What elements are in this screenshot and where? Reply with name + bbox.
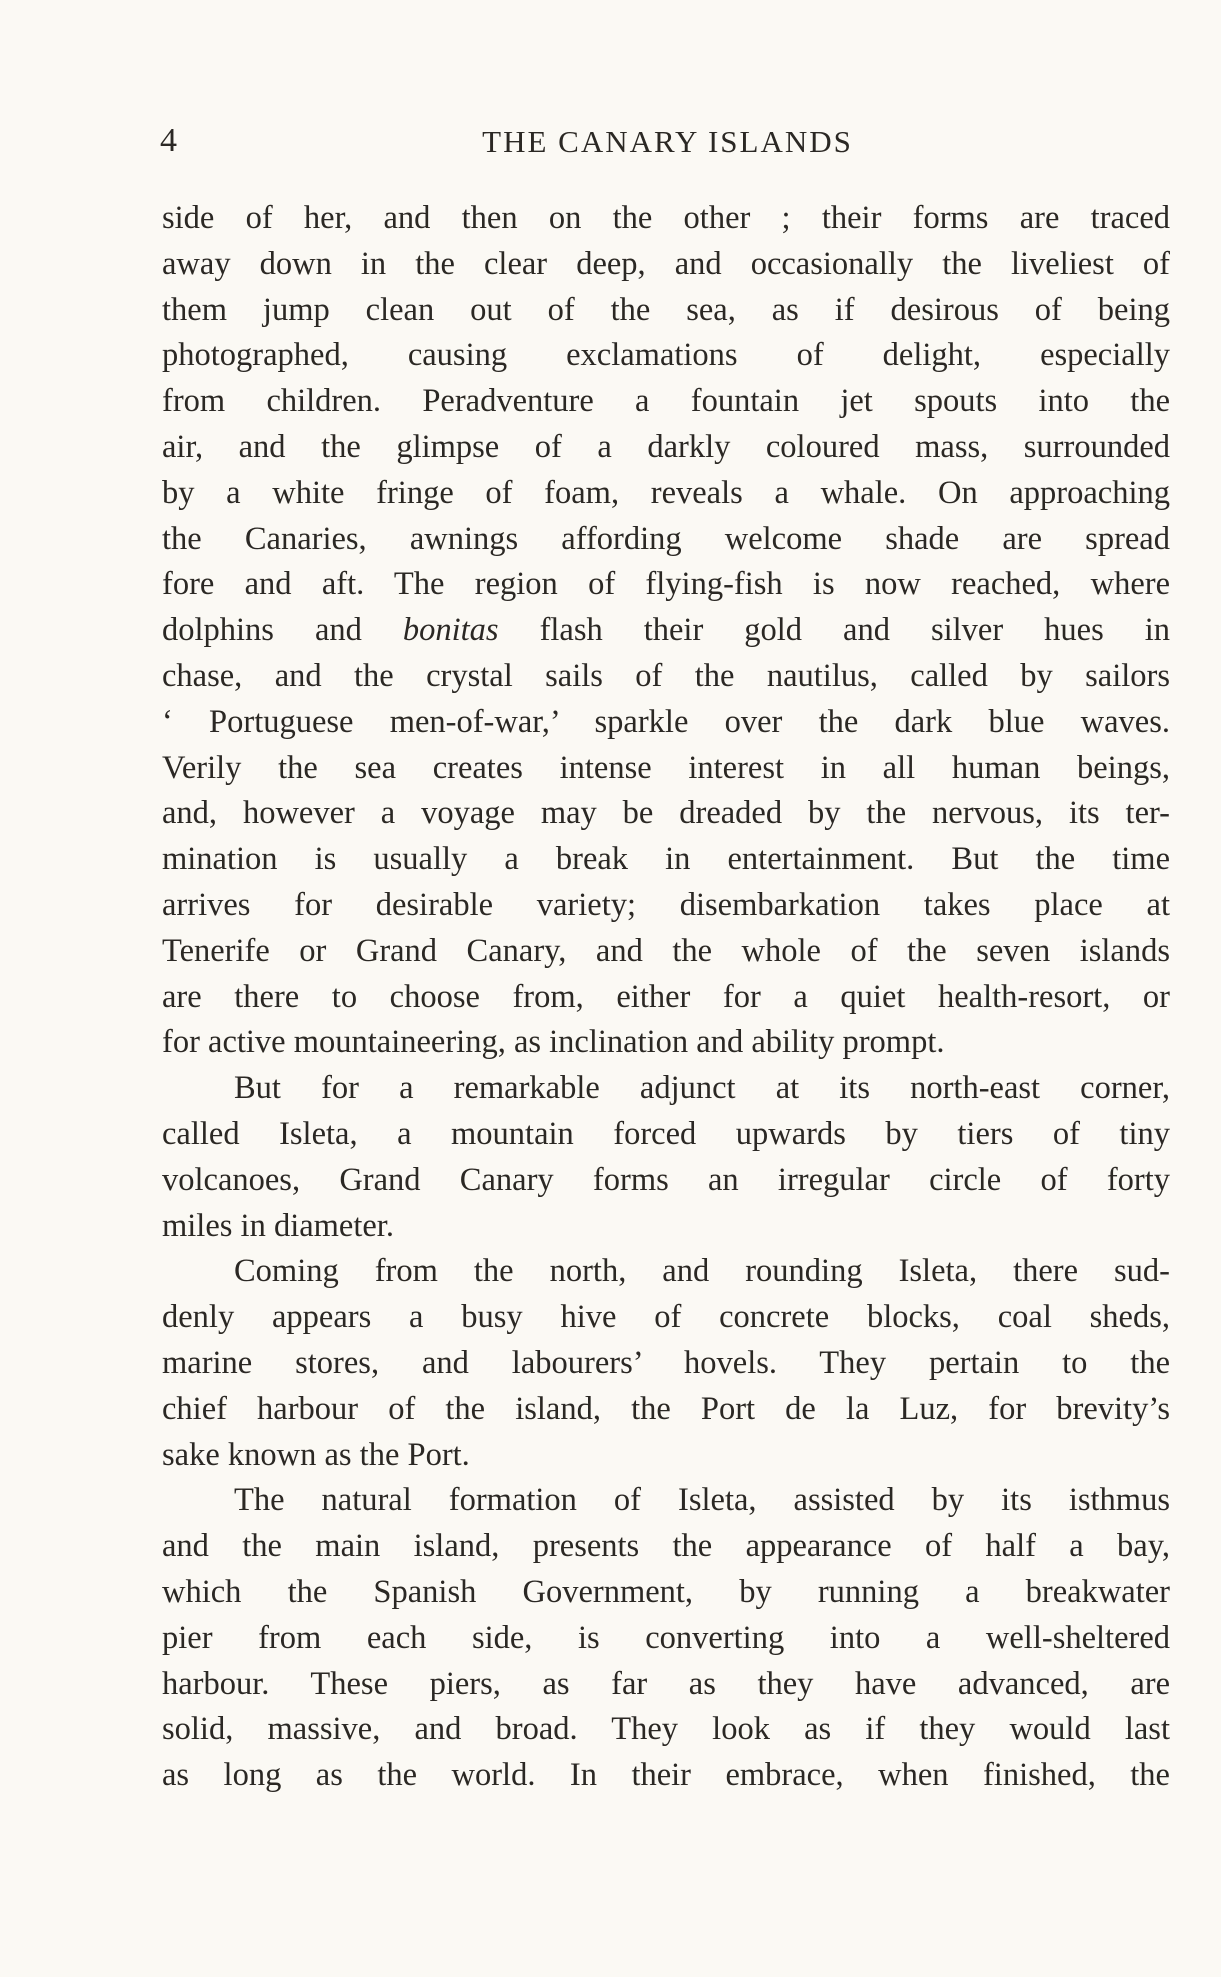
text-line: fore and aft. The region of flying-fish is now reached, where	[162, 566, 1170, 603]
text-line: by a white fringe of foam, reveals a whale. On approaching	[162, 474, 1170, 511]
running-head: THE CANARY ISLANDS	[482, 124, 853, 159]
text-line: air, and the glimpse of a darkly coloured mass, surrounded	[162, 428, 1170, 465]
text-line: The natural formation of Isleta, assisted by its isthmus	[234, 1482, 1170, 1519]
text-line: are there to choose from, either for a quiet health-resort, or	[162, 978, 1170, 1015]
text-line: marine stores, and labourers’ hovels. They pertain to the	[162, 1344, 1170, 1381]
text-line: arrives for desirable variety; disembarkation takes place at	[162, 886, 1170, 923]
text-line: miles in diameter.	[162, 1207, 394, 1244]
body-text	[162, 196, 1170, 1799]
page-number: 4	[160, 122, 177, 159]
text-line: away down in the clear deep, and occasionally the liveliest of	[162, 245, 1170, 282]
text-line: mination is usually a break in entertainment. But the time	[162, 841, 1170, 878]
text-line: denly appears a busy hive of concrete blocks, coal sheds,	[162, 1299, 1170, 1336]
text-line: from children. Peradventure a fountain jet spouts into the	[162, 383, 1170, 420]
text-line: ‘ Portuguese men-of-war,’ sparkle over the dark blue waves.	[162, 703, 1170, 740]
text-line: photographed, causing exclamations of delight, especially	[162, 337, 1170, 374]
text-line: harbour. These piers, as far as they have advanced, are	[162, 1665, 1170, 1702]
text-line: and the main island, presents the appearance of half a bay,	[162, 1528, 1170, 1565]
text-line: sake known as the Port.	[162, 1436, 470, 1473]
text-line: solid, massive, and broad. They look as if they would last	[162, 1711, 1170, 1748]
text-line: Verily the sea creates intense interest in all human beings,	[162, 749, 1170, 786]
text-line: chase, and the crystal sails of the nautilus, called by sailors	[162, 657, 1170, 694]
text-line: for active mountaineering, as inclination and ability prompt.	[162, 1024, 945, 1061]
text-line: the Canaries, awnings affording welcome shade are spread	[162, 520, 1170, 557]
text-line: side of her, and then on the other ; their forms are traced	[162, 200, 1170, 236]
text-line: Tenerife or Grand Canary, and the whole of the seven islands	[162, 932, 1170, 969]
text-segment: flash their gold and silver hues in	[498, 612, 1170, 649]
text-line: and, however a voyage may be dreaded by the nervous, its ter-	[162, 795, 1170, 832]
text-segment: dolphins and	[162, 612, 403, 649]
italic-word: bonitas	[402, 612, 499, 649]
text-line	[162, 608, 1170, 654]
text-line: called Isleta, a mountain forced upwards by tiers of tiny	[162, 1115, 1170, 1152]
text-line: But for a remarkable adjunct at its north-east corner,	[234, 1070, 1170, 1107]
text-line: which the Spanish Government, by running a breakwater	[162, 1573, 1170, 1610]
page-header	[160, 118, 1175, 168]
text-line: Coming from the north, and rounding Isleta, there sud-	[234, 1253, 1170, 1290]
text-line: them jump clean out of the sea, as if desirous of being	[162, 291, 1170, 328]
text-line: volcanoes, Grand Canary forms an irregular circle of forty	[162, 1161, 1170, 1198]
text-line: as long as the world. In their embrace, when finished, the	[162, 1757, 1170, 1794]
text-line: pier from each side, is converting into a well-sheltered	[162, 1619, 1170, 1656]
text-line: chief harbour of the island, the Port de la Luz, for brevity’s	[162, 1390, 1170, 1427]
